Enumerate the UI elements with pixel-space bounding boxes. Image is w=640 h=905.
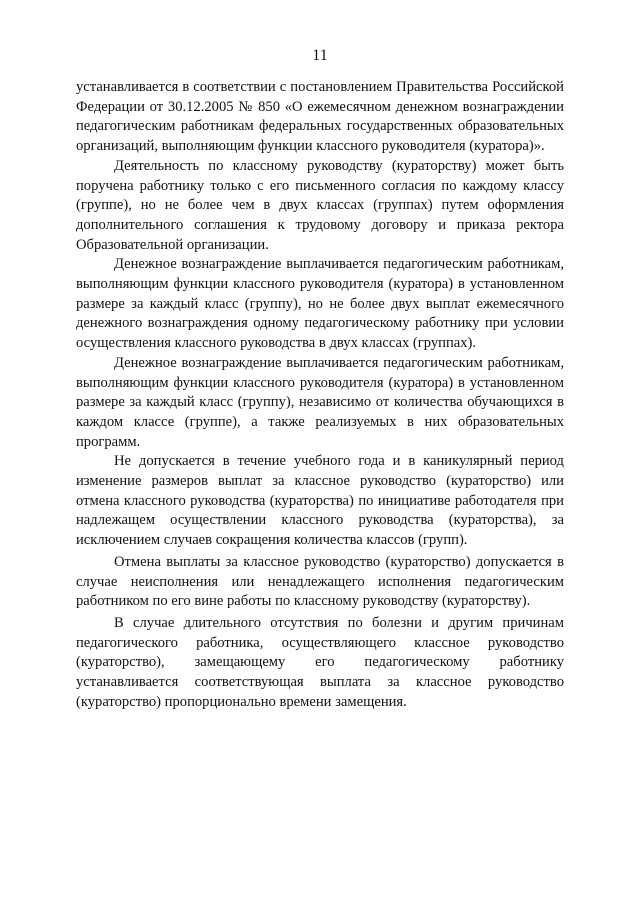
- paragraph-no-change-during-year: Не допускается в течение учебного года и в каникулярный период изменение размеров выплат за классное руководство (кураторство) или отмена классного руководства (кураторства) по инициативе работодателя при надлежащем осуществлении классного руководства (кураторства), за исключением случаев сокращения количества классов (групп).: [76, 453, 564, 549]
- paragraph-reward-independent: Денежное вознаграждение выплачивается педагогическим работникам, выполняющим функции классного руководителя (куратора) в установленном размере за каждый класс (группу), независимо от количества обучающихся в каждом классе (группе), а также реализуемых в них образовательных программ.: [76, 354, 564, 450]
- paragraph-cancellation: Отмена выплаты за классное руководство (кураторство) допускается в случае неисполнения или ненадлежащего исполнения педагогическим работником по его вине работы по классному руководству (кураторству).: [76, 553, 564, 610]
- paragraph-curator-consent: Деятельность по классному руководству (кураторству) может быть поручена работнику только с его письменного согласия по каждому классу (группе), но не более чем в двух классах (группах) путем оформления дополнительного соглашения к трудовому договору и приказа ректора Образовательной организации.: [76, 157, 564, 253]
- paragraph-reward-per-class: Денежное вознаграждение выплачивается педагогическим работникам, выполняющим функции классного руководителя (куратора) в установленном размере за каждый класс (группу), но не более двух выплат ежемесячного денежного вознаграждения одному педагогическому работнику при условии осуществления классного руководства в двух классах (группах).: [76, 256, 564, 352]
- paragraph-substitution: В случае длительного отсутствия по болезни и другим причинам педагогического работника, осуществляющего классное руководство (кураторство), замещающему его педагогическому работнику устанавливается соответствующая выплата за классное руководство (кураторство) пропорционально времени замещения.: [76, 614, 564, 710]
- page-number: 11: [312, 47, 328, 64]
- document-body: [76, 78, 564, 713]
- paragraph-continuation: устанавливается в соответствии с постановлением Правительства Российской Федерации от 30.12.2005 № 850 «О ежемесячном денежном вознаграждении педагогическим работникам федеральных государственных образовательных организаций, выполняющим функции классного руководителя (куратора)».: [76, 79, 564, 155]
